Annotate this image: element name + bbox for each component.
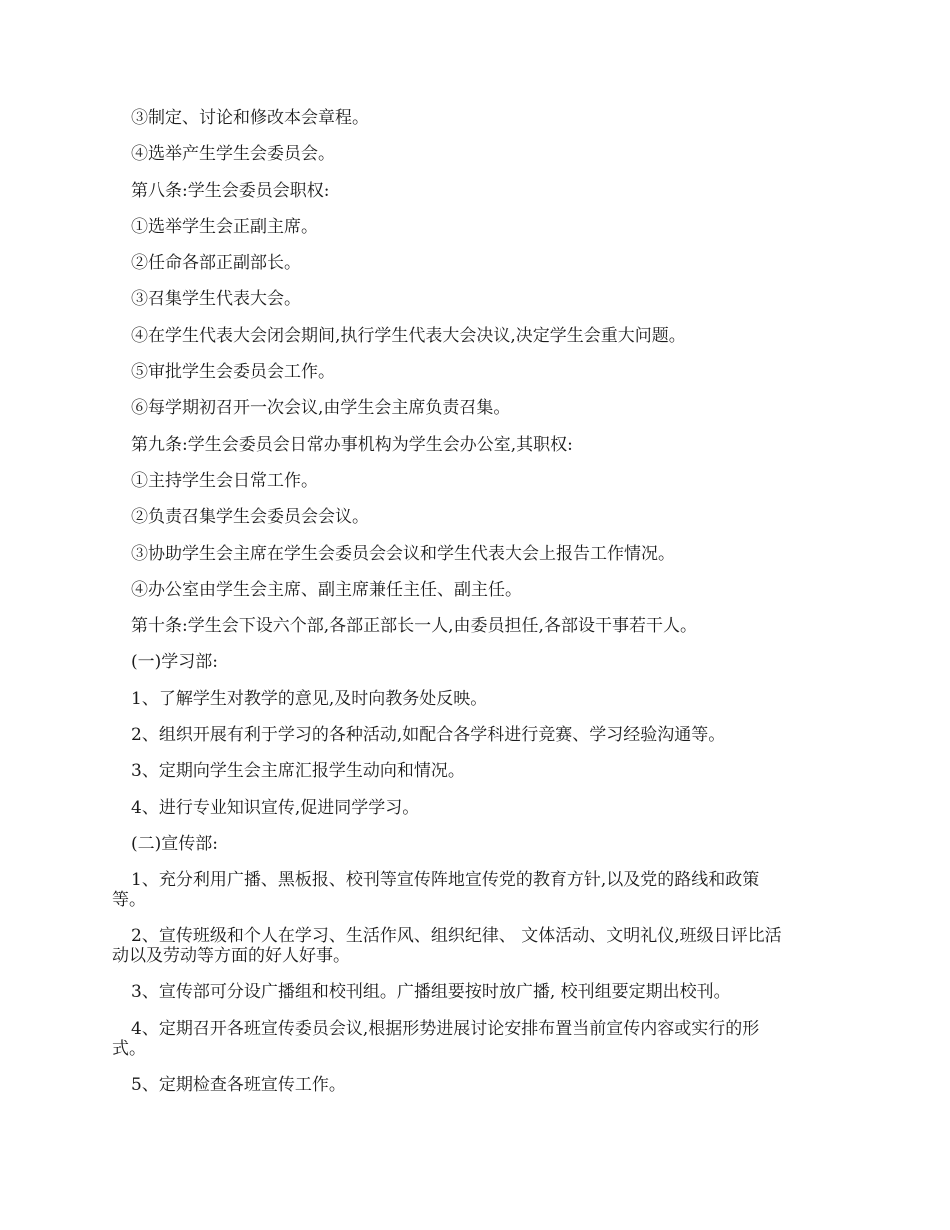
text-line: ⑤审批学生会委员会工作。	[131, 362, 335, 383]
text-line: ③制定、讨论和修改本会章程。	[131, 108, 369, 128]
paragraph-line: 1、充分利用广播、黑板报、校刊等宣传阵地宣传党的教育方针,以及党的路线和政策	[131, 870, 760, 891]
text-line: ③召集学生代表大会。	[131, 289, 301, 310]
text-line: 3、宣传部可分设广播组和校刊组。广播组要按时放广播, 校刊组要定期出校刊。	[131, 982, 731, 1003]
paragraph	[0, 926, 950, 966]
paragraph-line: 等。	[112, 890, 146, 911]
paragraph-line: 2、宣传班级和个人在学习、生活作风、组织纪律、 文体活动、文明礼仪,班级日评比活	[131, 926, 782, 947]
text-line: ④在学生代表大会闭会期间,执行学生代表大会决议,决定学生会重大问题。	[131, 325, 686, 346]
article-heading: 第十条:学生会下设六个部,各部正部长一人,由委员担任,各部设干事若干人。	[131, 616, 697, 637]
article-heading: 第九条:学生会委员会日常办事机构为学生会办公室,其职权:	[131, 434, 573, 455]
article-heading: 第八条:学生会委员会职权:	[131, 180, 330, 201]
text-line: ②负责召集学生会委员会会议。	[131, 507, 369, 528]
paragraph-line: 式。	[112, 1038, 146, 1059]
text-line: ④选举产生学生会委员会。	[131, 144, 335, 165]
document-body	[0, 108, 950, 1111]
paragraph	[0, 1019, 950, 1059]
text-line: 5、定期检查各班宣传工作。	[131, 1074, 346, 1095]
text-line: 2、组织开展有利于学习的各种活动,如配合各学科进行竞赛、学习经验沟通等。	[131, 725, 726, 746]
paragraph-line: 4、定期召开各班宣传委员会议,根据形势进展讨论安排布置当前宣传内容或实行的形	[131, 1018, 760, 1039]
section-heading: (一)学习部:	[131, 652, 218, 673]
text-line: ①选举学生会正副主席。	[131, 216, 318, 237]
text-line: ①主持学生会日常工作。	[131, 470, 318, 491]
text-line: 4、进行专业知识宣传,促进同学学习。	[131, 797, 420, 818]
paragraph	[0, 870, 950, 910]
text-line: ③协助学生会主席在学生会委员会会议和学生代表大会上报告工作情况。	[131, 543, 675, 564]
text-line: ②任命各部正副部长。	[131, 253, 301, 274]
text-line: ④办公室由学生会主席、副主席兼任主任、副主任。	[131, 579, 522, 600]
section-heading: (二)宣传部:	[131, 833, 218, 854]
text-line: 3、定期向学生会主席汇报学生动向和情况。	[131, 761, 465, 782]
paragraph-line: 动以及劳动等方面的好人好事。	[112, 946, 350, 967]
text-line: ⑥每学期初召开一次会议,由学生会主席负责召集。	[131, 398, 511, 419]
text-line: 1、了解学生对教学的意见,及时向教务处反映。	[131, 688, 488, 709]
